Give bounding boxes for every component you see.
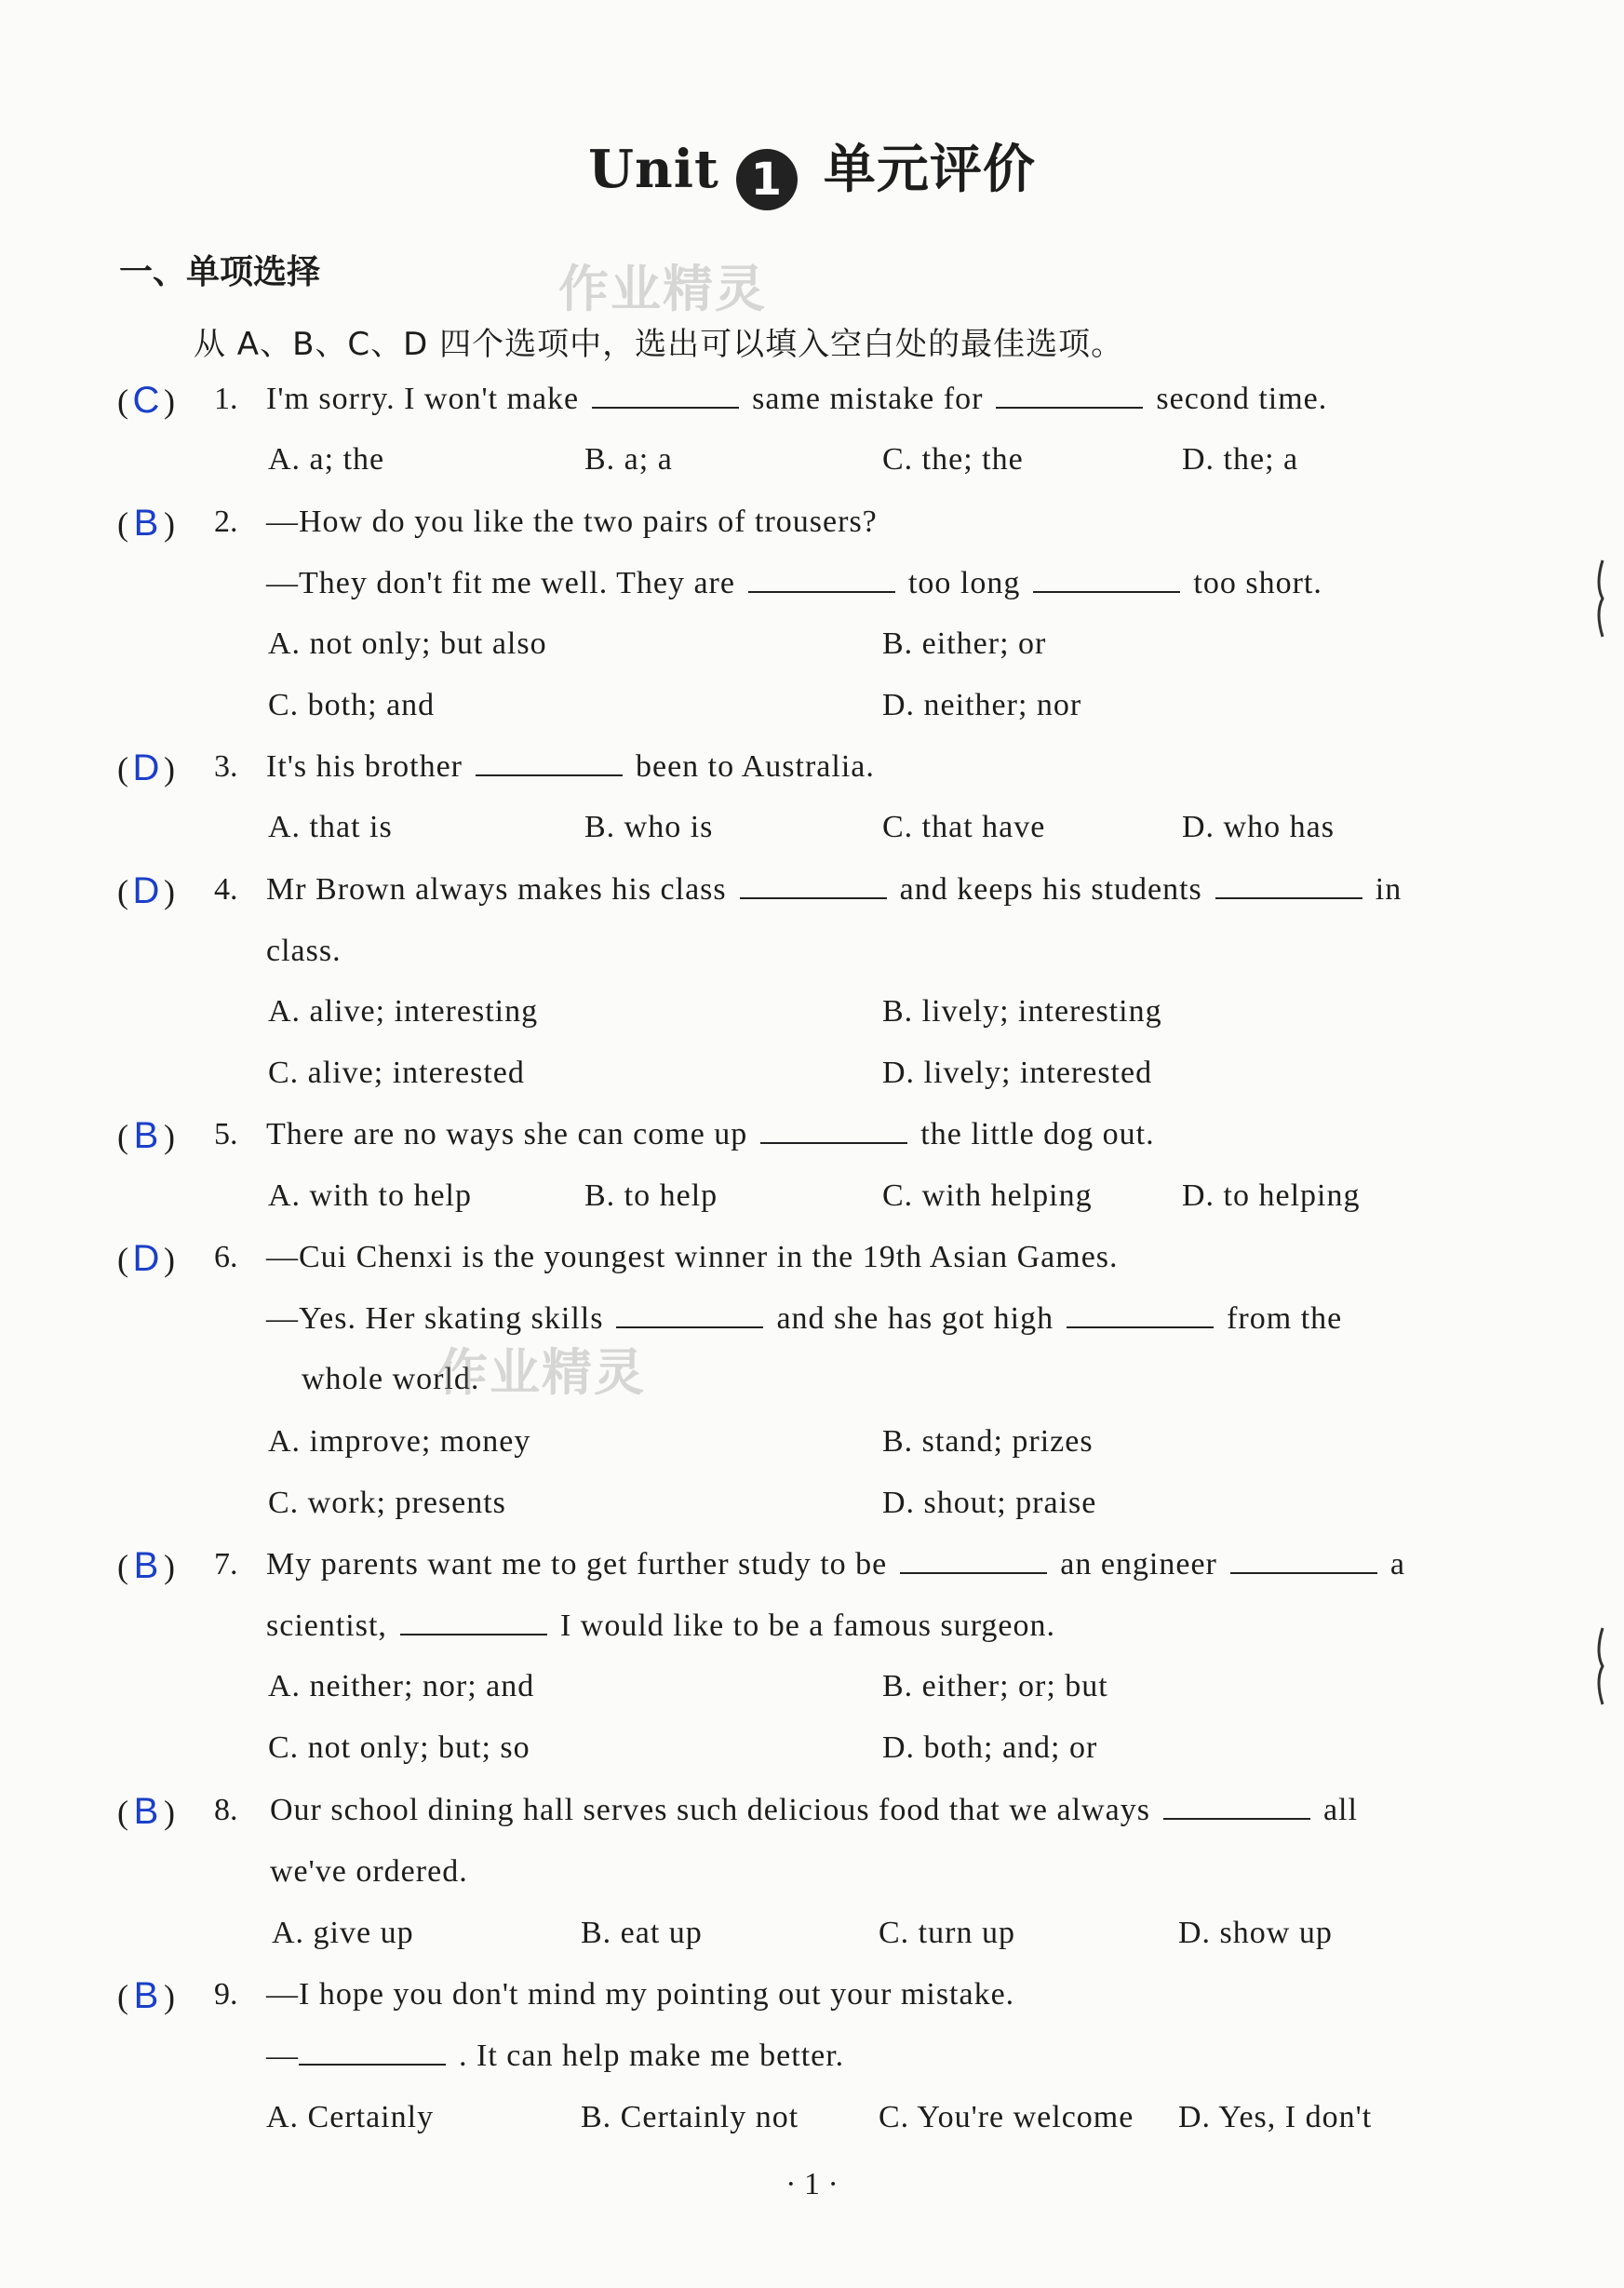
answer-blank[interactable] [400,1611,547,1635]
option-a[interactable]: A. Certainly [266,2100,435,2134]
option-d[interactable]: D. Yes, I don't [1178,2100,1373,2134]
option-b[interactable]: B. stand; prizes [882,1424,1094,1459]
unit-number-badge: 1 [736,149,798,210]
option-a[interactable]: A. that is [268,810,393,844]
question-stem: — . It can help make me better. [266,2039,845,2073]
watermark: 作业精灵 [558,260,767,318]
answer-letter: B [133,1791,159,1832]
binding-mark-icon [1590,1624,1614,1708]
section-instruction: 从 A、B、C、D 四个选项中，选出可以填入空白处的最佳选项。 [194,326,1124,363]
option-c[interactable]: C. with helping [882,1178,1093,1213]
answer-blank[interactable] [592,384,739,409]
question-stem: There are no ways she can come up the little dog out. [266,1117,1155,1151]
answer-paren: ( B ) [117,1545,175,1586]
option-c[interactable]: C. the; the [882,442,1024,477]
option-c[interactable]: C. work; presents [268,1486,506,1520]
option-d[interactable]: D. both; and; or [882,1730,1098,1765]
answer-letter: C [132,380,160,421]
option-a[interactable]: A. improve; money [268,1424,531,1459]
question-number: 3. [214,749,238,784]
option-b[interactable]: B. to help [584,1178,718,1213]
option-c[interactable]: C. that have [882,810,1046,844]
section-title: 一、单项选择 [119,253,321,291]
answer-blank[interactable] [900,1550,1047,1574]
answer-blank[interactable] [616,1304,763,1328]
question-number: 1. [214,382,238,416]
option-a[interactable]: A. a; the [268,442,385,477]
option-d[interactable]: D. who has [1182,810,1335,844]
option-a[interactable]: A. not only; but also [268,626,547,661]
question-stem: Our school dining hall serves such delicious food that we always all [270,1793,1358,1827]
answer-paren: ( D ) [117,870,175,911]
option-d[interactable]: D. neither; nor [882,688,1082,722]
question-number: 9. [214,1977,238,2012]
option-a[interactable]: A. alive; interesting [268,994,539,1029]
option-b[interactable]: B. a; a [584,442,673,477]
answer-blank[interactable] [748,569,895,593]
answer-paren: ( C ) [117,380,175,421]
answer-paren: ( D ) [117,1238,175,1279]
unit-title-cn: 单元评价 [823,139,1036,200]
option-b[interactable]: B. lively; interesting [882,994,1162,1029]
question-number: 7. [214,1547,238,1581]
binding-mark-icon [1590,557,1614,640]
answer-letter: D [132,747,160,788]
page-number: · 1 · [785,2167,839,2201]
option-d[interactable]: D. to helping [1182,1178,1361,1213]
question-stem: we've ordered. [270,1854,468,1889]
answer-paren: ( B ) [117,1975,175,2016]
question-number: 4. [214,872,238,907]
answer-letter: B [133,1545,159,1586]
question-stem: —Cui Chenxi is the youngest winner in the 19th Asian Games. [266,1240,1119,1274]
unit-title [0,128,1624,210]
option-b[interactable]: B. eat up [581,1916,703,1950]
option-c[interactable]: C. both; and [268,688,436,722]
question-stem: scientist, I would like to be a famous surgeon. [266,1608,1055,1643]
answer-blank[interactable] [299,2041,446,2066]
answer-blank[interactable] [760,1120,907,1144]
question-stem: whole world. [302,1362,480,1396]
option-b[interactable]: B. either; or; but [882,1669,1108,1703]
option-b[interactable]: B. who is [584,810,714,844]
option-b[interactable]: B. Certainly not [581,2100,799,2134]
answer-paren: ( B ) [117,503,175,544]
question-number: 8. [214,1793,238,1827]
option-c[interactable]: C. not only; but; so [268,1730,530,1765]
option-b[interactable]: B. either; or [882,626,1047,661]
option-d[interactable]: D. show up [1178,1916,1333,1950]
question-stem: —They don't fit me well. They are too long too short. [266,566,1322,600]
unit-label: Unit [588,139,719,200]
question-number: 2. [214,505,238,539]
option-a[interactable]: A. neither; nor; and [268,1669,535,1703]
question-stem: I'm sorry. I won't make same mistake for second time. [266,382,1328,416]
answer-paren: ( B ) [117,1791,175,1832]
watermark: 作业精灵 [437,1343,646,1402]
option-d[interactable]: D. shout; praise [882,1486,1097,1520]
answer-letter: B [133,1115,159,1156]
answer-blank[interactable] [1163,1796,1310,1820]
question-stem: —Yes. Her skating skills and she has got high from the [266,1301,1343,1336]
option-a[interactable]: A. with to help [268,1178,472,1213]
question-stem: It's his brother been to Australia. [266,749,875,784]
answer-blank[interactable] [1230,1550,1377,1574]
option-c[interactable]: C. You're welcome [879,2100,1134,2134]
question-stem: —I hope you don't mind my pointing out your mistake. [266,1977,1015,2012]
option-c[interactable]: C. turn up [879,1916,1015,1950]
question-stem: My parents want me to get further study to be an engineer a [266,1547,1405,1581]
option-a[interactable]: A. give up [272,1916,414,1950]
answer-blank[interactable] [1033,569,1180,593]
answer-blank[interactable] [476,752,623,776]
answer-blank[interactable] [1067,1304,1214,1328]
answer-letter: D [132,1238,160,1279]
question-number: 5. [214,1117,238,1151]
answer-paren: ( D ) [117,747,175,788]
answer-paren: ( B ) [117,1115,175,1156]
question-stem: class. [266,934,342,968]
answer-blank[interactable] [1215,875,1362,899]
answer-letter: D [132,870,160,911]
answer-letter: B [133,503,159,544]
option-d[interactable]: D. the; a [1182,442,1299,477]
question-stem: Mr Brown always makes his class and keeps his students in [266,872,1403,907]
option-c[interactable]: C. alive; interested [268,1056,525,1090]
answer-blank[interactable] [740,875,887,899]
answer-letter: B [133,1975,159,2016]
question-number: 6. [214,1240,238,1274]
question-stem: —How do you like the two pairs of trousers? [266,505,878,539]
option-d[interactable]: D. lively; interested [882,1056,1153,1090]
answer-blank[interactable] [996,384,1143,409]
